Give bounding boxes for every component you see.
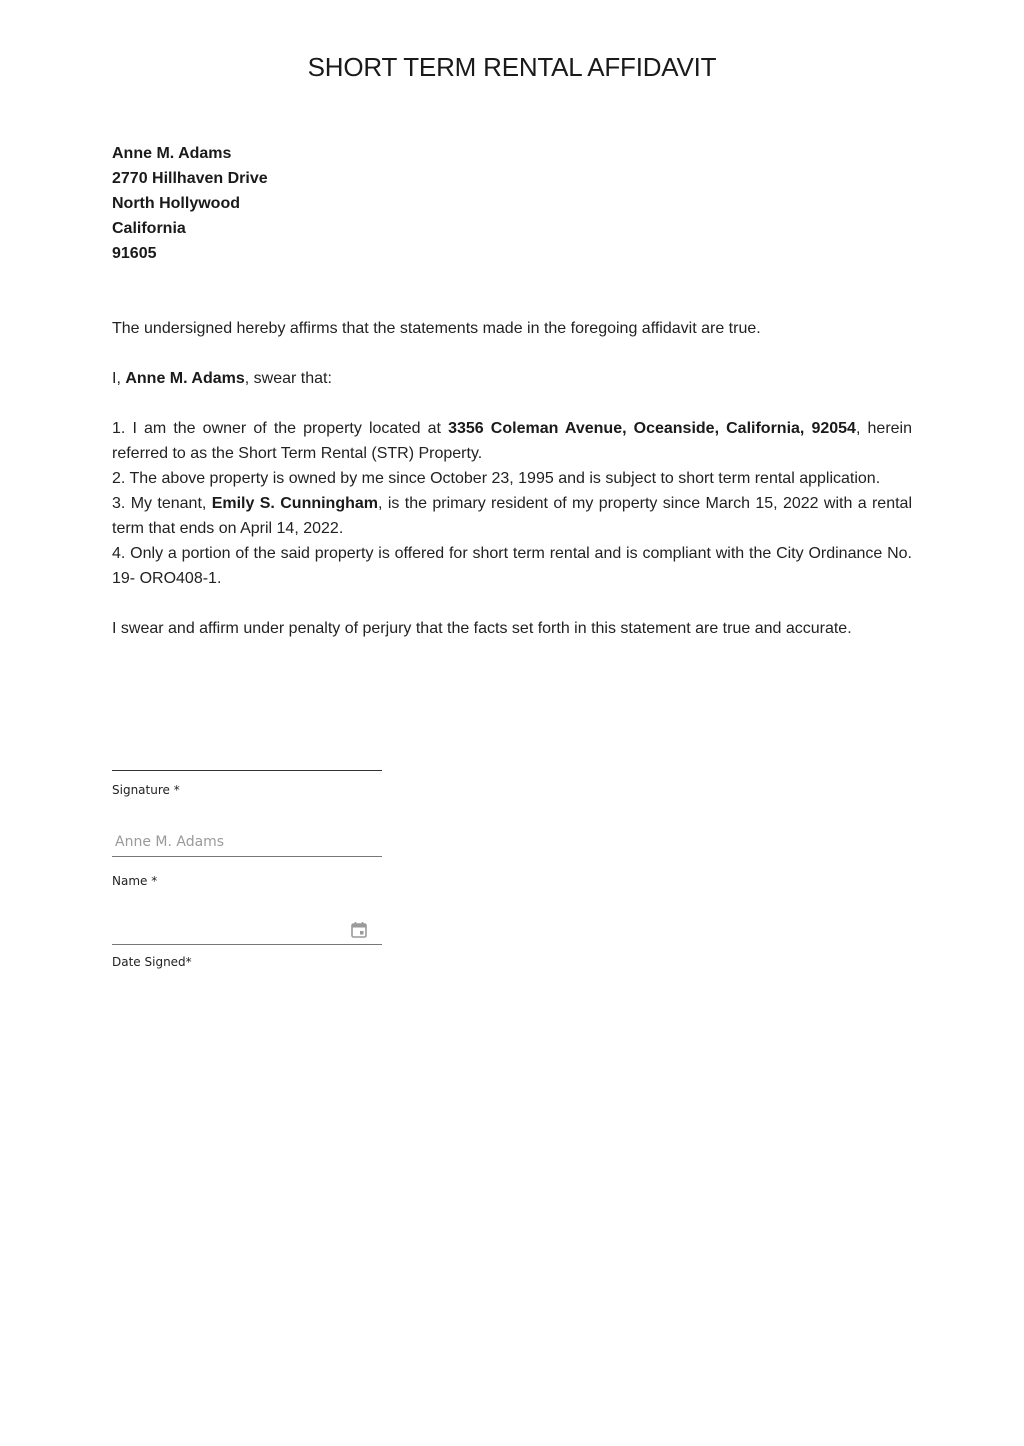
address-city: North Hollywood (112, 195, 240, 212)
statement-text: 2. The above property is owned by me since October 23, 1995 and is subject to short term rental application. (112, 470, 881, 487)
statement-text: 1. I am the owner of the property located at (112, 420, 449, 437)
swear-name: Anne M. Adams (125, 370, 245, 387)
calendar-icon[interactable] (350, 921, 368, 939)
name-label: Name * (112, 874, 158, 888)
statement-item (112, 416, 912, 466)
swear-suffix: , swear that: (244, 370, 332, 387)
address-zip: 91605 (112, 245, 157, 262)
statement-item (112, 466, 912, 491)
signature-form (112, 700, 382, 1000)
statement-item (112, 541, 912, 591)
signature-label: Signature * (112, 783, 180, 797)
date-signed-input[interactable] (112, 915, 382, 945)
signature-line[interactable] (112, 770, 382, 771)
address-state: California (112, 220, 186, 237)
date-signed-label: Date Signed* (112, 955, 192, 969)
statement-bold: 3356 Coleman Avenue, Oceanside, California, 92054 (448, 420, 856, 437)
closing-paragraph: I swear and affirm under penalty of perjury that the facts set forth in this statement are true and accurate. (112, 620, 852, 637)
name-input[interactable] (112, 827, 382, 857)
address-name: Anne M. Adams (112, 145, 232, 162)
affirmation-paragraph: The undersigned hereby affirms that the statements made in the foregoing affidavit are true. (112, 320, 761, 337)
statement-bold: Emily S. Cunningham (211, 495, 379, 512)
statement-text: 4. Only a portion of the said property is offered for short term rental and is compliant with the City Ordinance No. 19- ORO408-1. (112, 545, 912, 587)
swear-paragraph (112, 366, 912, 391)
address-street: 2770 Hillhaven Drive (112, 170, 268, 187)
statement-text: 3. My tenant, (112, 495, 212, 512)
statement-list (112, 416, 912, 591)
statement-text: , herein referred to as the Short Term Rental (STR) Property. (112, 420, 912, 462)
statement-item (112, 491, 912, 541)
swear-prefix: I, (112, 370, 126, 387)
statement-text: , is the primary resident of my property since March 15, 2022 with a rental term that ends on April 14, 2022. (112, 495, 913, 537)
address-block (112, 141, 268, 266)
document-title: SHORT TERM RENTAL AFFIDAVIT (307, 52, 717, 82)
